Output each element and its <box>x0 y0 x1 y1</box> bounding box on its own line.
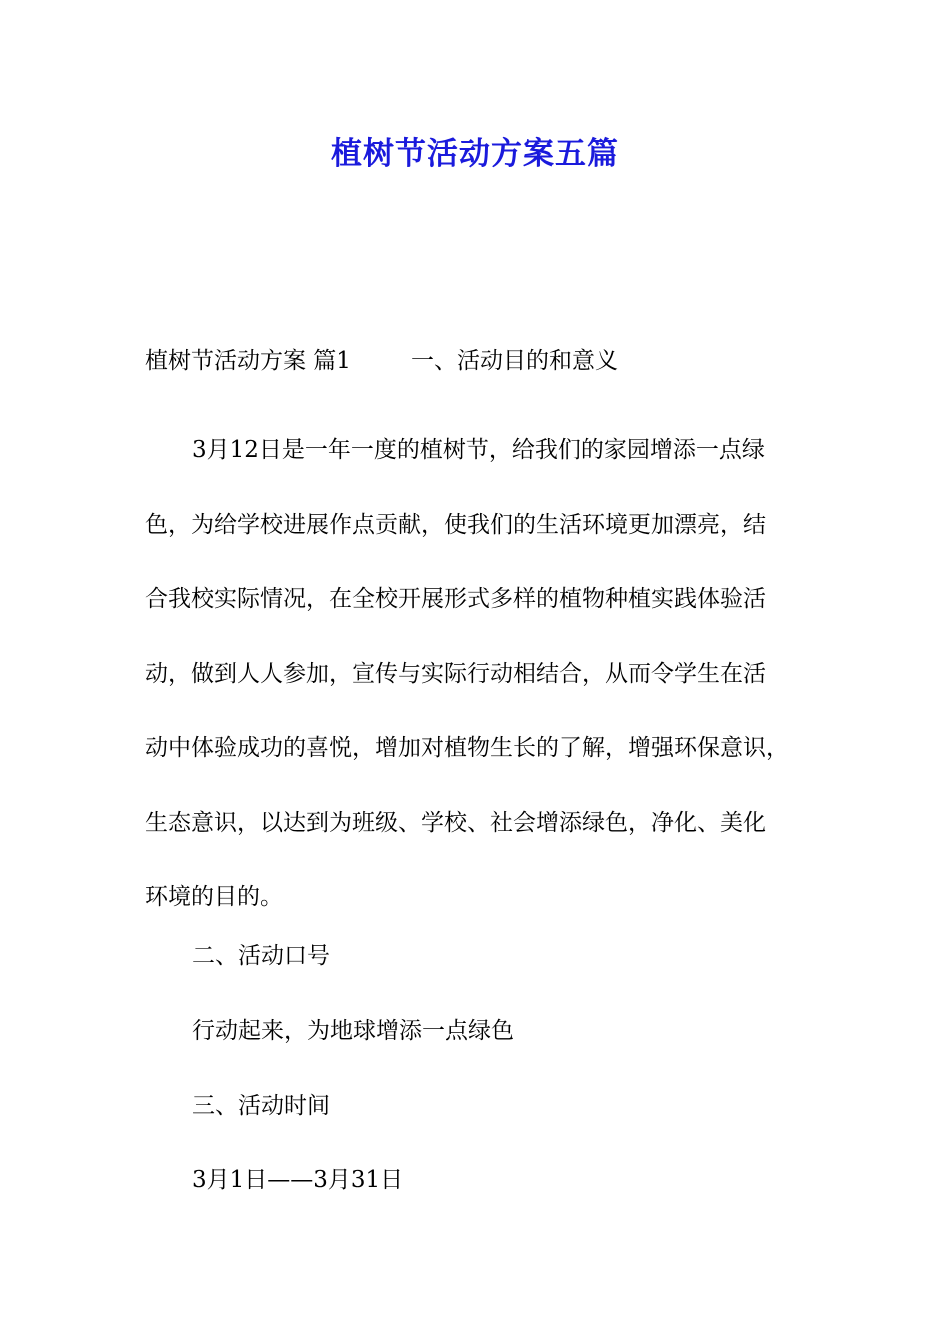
section2-heading: 二、活动口号 <box>192 943 330 969</box>
paragraph-purpose <box>145 413 815 935</box>
slogan-text: 行动起来，为地球增添一点绿色 <box>192 1018 514 1044</box>
plan-heading: 植树节活动方案 篇1 <box>145 348 351 374</box>
paragraph-line: 色，为给学校进展作点贡献，使我们的生活环境更加漂亮，结 <box>145 511 766 538</box>
paragraph-line: 环境的目的。 <box>145 884 283 910</box>
section1-heading: 一、活动目的和意义 <box>410 348 618 374</box>
paragraph-line: 动中体验成功的喜悦，增加对植物生长的了解，增强环保意识， <box>145 735 789 761</box>
plan-heading-line <box>145 336 618 386</box>
paragraph-line: 生态意识，以达到为班级、学校、社会增添绿色，净化、美化 <box>145 809 766 836</box>
document-title: 植树节活动方案五篇 <box>331 136 619 172</box>
paragraph-line: 合我校实际情况，在全校开展形式多样的植物种植实践体验活 <box>145 586 766 612</box>
paragraph-line: 动，做到人人参加，宣传与实际行动相结合，从而令学生在活 <box>145 660 766 687</box>
paragraph-line: 3月12日是一年一度的植树节，给我们的家园增添一点绿 <box>192 437 765 463</box>
section3-heading: 三、活动时间 <box>192 1093 330 1119</box>
activity-time-text: 3月1日——3月31日 <box>192 1167 404 1193</box>
